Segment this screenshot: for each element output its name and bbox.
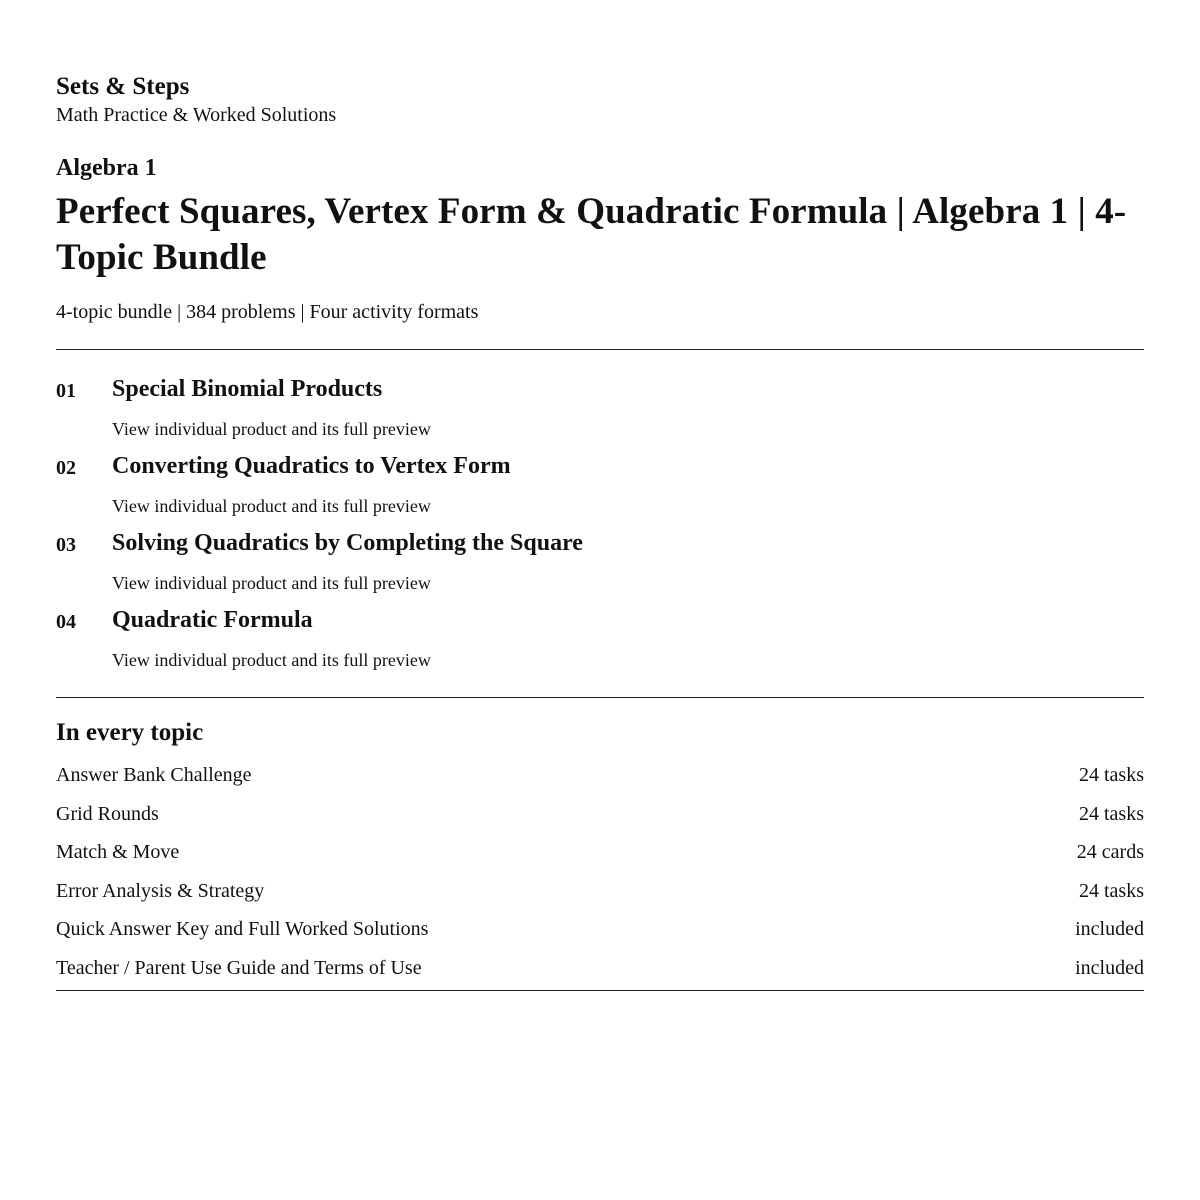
include-quantity: 24 tasks bbox=[1079, 764, 1144, 786]
subject-label: Algebra 1 bbox=[56, 155, 157, 181]
topic-preview-link[interactable]: View individual product and its full preview bbox=[112, 573, 431, 593]
include-quantity: 24 tasks bbox=[1079, 802, 1144, 825]
divider bbox=[56, 697, 1144, 698]
topic-title: Quadratic Formula bbox=[112, 607, 313, 633]
topic-number: 02 bbox=[56, 457, 76, 479]
include-name: Match & Move bbox=[56, 841, 180, 864]
include-quantity: 24 tasks bbox=[1079, 879, 1144, 902]
include-row bbox=[56, 916, 1144, 955]
includes-section bbox=[56, 718, 1144, 994]
includes-list bbox=[56, 762, 1144, 994]
topic-title: Solving Quadratics by Completing the Square bbox=[112, 530, 583, 556]
brand-header bbox=[56, 72, 1144, 128]
topic-list bbox=[56, 350, 1144, 682]
topic-number: 03 bbox=[56, 534, 76, 556]
topic-item bbox=[56, 451, 1144, 528]
include-row bbox=[56, 955, 1144, 994]
include-name: Grid Rounds bbox=[56, 802, 159, 825]
include-quantity: 24 cards bbox=[1076, 841, 1144, 864]
include-name: Answer Bank Challenge bbox=[56, 764, 252, 786]
topic-preview-link[interactable]: View individual product and its full preview bbox=[112, 650, 431, 670]
product-summary: 4-topic bundle | 384 problems | Four activity formats bbox=[56, 301, 479, 323]
include-row bbox=[56, 801, 1144, 840]
include-name: Teacher / Parent Use Guide and Terms of Use bbox=[56, 956, 422, 979]
topic-preview-link[interactable]: View individual product and its full preview bbox=[112, 419, 431, 439]
include-name: Quick Answer Key and Full Worked Solutions bbox=[56, 918, 429, 941]
include-quantity: included bbox=[1075, 956, 1144, 979]
topic-number: 04 bbox=[56, 611, 76, 633]
include-quantity: included bbox=[1075, 918, 1144, 941]
topic-item bbox=[56, 374, 1144, 451]
topic-title: Converting Quadratics to Vertex Form bbox=[112, 453, 511, 479]
product-title: Perfect Squares, Vertex Form & Quadratic Formula | Algebra 1 | 4-Topic Bundle bbox=[56, 191, 1127, 278]
topic-item bbox=[56, 528, 1144, 605]
brand-tagline: Math Practice & Worked Solutions bbox=[56, 104, 337, 126]
includes-heading: In every topic bbox=[56, 719, 204, 746]
topic-number: 01 bbox=[56, 380, 76, 402]
brand-name: Sets & Steps bbox=[56, 73, 190, 100]
include-name: Error Analysis & Strategy bbox=[56, 879, 265, 902]
topic-preview-link[interactable]: View individual product and its full preview bbox=[112, 496, 431, 516]
include-row bbox=[56, 762, 1144, 801]
topic-item bbox=[56, 605, 1144, 682]
include-row bbox=[56, 878, 1144, 917]
include-row bbox=[56, 839, 1144, 878]
topic-title: Special Binomial Products bbox=[112, 376, 383, 402]
